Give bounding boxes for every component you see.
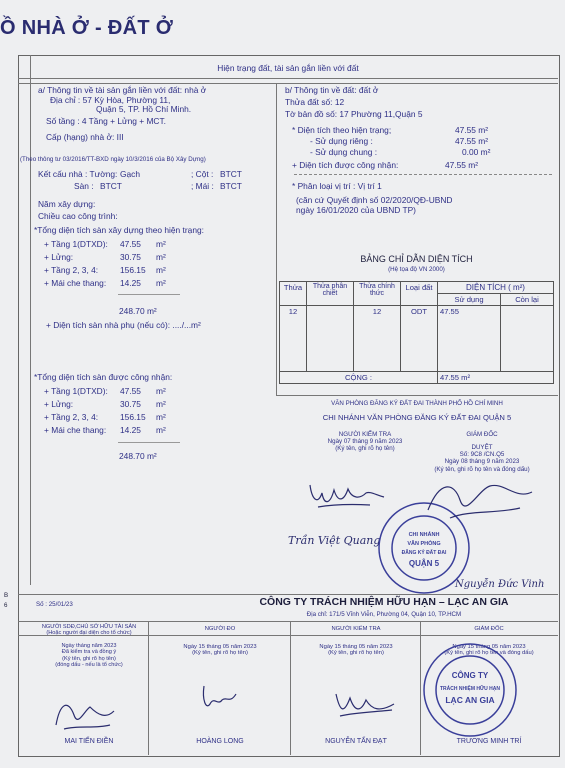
office-line-2: CHI NHÁNH VĂN PHÒNG ĐĂNG KÝ ĐẤT ĐAI QUẬN 5 <box>322 413 512 422</box>
column-material: BTCT <box>220 169 242 179</box>
document-title: Ồ NHÀ Ở - ĐẤT Ở <box>0 17 174 39</box>
address-line-1: Địa chỉ : 57 Kỳ Hòa, Phường 11, <box>50 94 171 105</box>
position-class: * Phân loại vị trí : Vị trí 1 <box>292 181 382 191</box>
column-label: ; Cột : <box>191 169 214 179</box>
roof-label: ; Mái : <box>191 181 214 191</box>
sheet-subtitle: Hiện trạng đất, tài sản gắn liền với đất <box>217 63 359 73</box>
reference-number: Số : 25/01/23 <box>36 601 73 608</box>
col-land-type: Loại đất <box>401 282 438 306</box>
svg-text:LẠC AN GIA: LẠC AN GIA <box>445 695 495 705</box>
floors: Số tầng : 4 Tầng + Lửng + MCT. <box>46 115 166 126</box>
office-line-1: VĂN PHÒNG ĐĂNG KÝ ĐẤT ĐAI THÀNH PHỐ HỒ CHÍ MINH <box>331 400 503 407</box>
current-row: + Tầng 1(DTXD): 47.55 m² <box>44 239 166 249</box>
common-use-label: - Sử dụng chung : <box>310 147 378 157</box>
structure-label: Kết cấu nhà : Tường: <box>38 169 118 179</box>
margin-mark: B <box>4 592 9 599</box>
col-split: Thửa phân chiết <box>307 282 354 306</box>
current-row: + Lửng: 30.75 m² <box>44 252 166 262</box>
director-name: Nguyễn Đức Vinh <box>455 579 545 590</box>
area-table-title: BẢNG CHỈ DẪN DIỆN TÍCH <box>360 254 473 264</box>
svg-text:VĂN PHÒNG: VĂN PHÒNG <box>407 541 441 547</box>
recognized-total: 248.70 m² <box>119 451 157 461</box>
inspector-note: (Ký tên, ghi rõ họ tên) <box>335 445 395 453</box>
basis-line-1: (căn cứ Quyết định số 02/2020/QĐ-UBND <box>296 195 453 205</box>
basis-block <box>296 196 558 215</box>
floor-label: Sàn : <box>74 181 94 191</box>
svg-text:TRÁCH NHIỆM HỮU HẠN: TRÁCH NHIỆM HỮU HẠN <box>440 686 500 692</box>
land-heading: b/ Thông tin về đất: đất ở <box>285 85 379 95</box>
private-use-label: - Sử dụng riêng : <box>310 136 373 146</box>
current-row: + Mái che thang: 14.25 m² <box>44 278 166 288</box>
inspector-block <box>300 431 430 452</box>
private-use-value: 47.55 m² <box>455 136 489 146</box>
col-remaining: Còn lại <box>501 294 554 306</box>
director-title: GIÁM ĐỐC <box>466 431 498 438</box>
area-table <box>279 281 554 384</box>
asset-heading: a/ Thông tin về tài sản gắn liền với đất: nhà ở <box>38 85 207 95</box>
surveyor-signature <box>196 680 246 720</box>
company-stamp <box>420 640 520 740</box>
director-date: Ngày 08 tháng 9 năm 2023 <box>444 458 520 466</box>
col-official: Thửa chính thức <box>354 282 401 306</box>
roof-material: BTCT <box>220 181 242 191</box>
col-parcel: Thửa <box>280 282 307 306</box>
address-line-2: Quận 5, TP. Hồ Chí Minh. <box>96 104 192 115</box>
svg-text:CÔNG TY: CÔNG TY <box>451 671 489 680</box>
company-name: CÔNG TY TRÁCH NHIỆM HỮU HẠN – LẠC AN GIA <box>259 596 509 608</box>
basis-line-2: ngày 16/01/2020 của UBND TP) <box>296 204 416 215</box>
common-use-value: 0.00 m² <box>462 147 491 157</box>
parcel-number: Thửa đất số: 12 <box>285 96 345 107</box>
director-signature <box>420 470 540 530</box>
current-total: 248.70 m² <box>119 306 157 316</box>
company-director-name: TRƯƠNG MINH TRÍ <box>456 738 522 745</box>
current-area-label: * Diện tích theo hiện trạng; <box>292 125 392 135</box>
recognized-row: + Tầng 1(DTXD): 47.55 m² <box>44 386 166 396</box>
year-built: Năm xây dựng: <box>38 199 96 209</box>
company-address: Địa chỉ: 171/5 Vĩnh Viễn, Phường 04, Quận 10, TP.HCM <box>306 611 462 618</box>
approval-number: Số: 9C8 /CN.Q5 <box>459 451 505 459</box>
area-table-subtitle: (Hệ tọa độ VN 2000) <box>388 266 445 273</box>
recognized-area-heading: *Tổng diện tích sàn được công nhận: <box>34 372 173 382</box>
structure-block <box>38 170 278 221</box>
grade-note: (Theo thông tư 03/2016/TT-BXD ngày 10/3/2016 của Bộ Xây Dựng) <box>20 156 206 163</box>
col-area: DIỆN TÍCH ( m²) <box>438 282 554 294</box>
owner-col: NGƯỜI SDĐ,CHỦ SỞ HỮU TÀI SẢN (Hoặc người đại diện cho tổ chức) Ngày tháng năm 2023 Đã kiểm tra và đồng ý (Ký tên, ghi rõ họ tên) (đóng dấu - nếu là tổ chức) <box>41 624 137 669</box>
inspector-date: Ngày 07 tháng 9 năm 2023 <box>327 438 403 446</box>
surveyor-col: NGƯỜI ĐO Ngày 15 tháng 05 năm 2023 (Ký tên, ghi rõ họ tên) <box>183 626 257 657</box>
recognized-row: + Tầng 2, 3, 4: 156.15 m² <box>44 412 166 422</box>
building-grade: Cấp (hạng) nhà ở: III <box>46 131 124 142</box>
checker-name: NGUYỄN TẤN ĐẠT <box>325 738 387 745</box>
inspector-title: NGƯỜI KIỂM TRA <box>338 431 392 438</box>
building-height: Chiều cao công trình: <box>38 210 118 221</box>
left-column <box>38 86 278 142</box>
land-area-block <box>292 126 554 172</box>
svg-text:ĐĂNG KÝ ĐẤT ĐAI: ĐĂNG KÝ ĐẤT ĐAI <box>401 550 447 556</box>
current-area-value: 47.55 m² <box>455 125 489 135</box>
table-total-row: CỘNG : 47.55 m² <box>280 372 554 384</box>
checker-signature <box>330 686 400 726</box>
floor-material: BTCT <box>100 181 122 191</box>
current-row: + Tầng 2, 3, 4: 156.15 m² <box>44 265 166 275</box>
approval-label: DUYỆT <box>471 444 493 452</box>
current-area-heading: *Tổng diện tích sàn xây dựng theo hiện trạng: <box>34 225 204 235</box>
surveyor-name: HOÀNG LONG <box>196 738 244 745</box>
col-used: Sử dụng <box>438 294 501 306</box>
recognized-row: + Mái che thang: 14.25 m² <box>44 425 166 435</box>
margin-mark: 6 <box>4 602 8 609</box>
svg-text:QUẬN 5: QUẬN 5 <box>408 559 440 568</box>
owner-name: MAI TIẾN ĐIỀN <box>64 738 114 745</box>
owner-signature <box>50 695 120 735</box>
director-block <box>412 431 552 473</box>
subsidiary-area: + Diện tích sàn nhà phụ (nếu có): ..../...m² <box>46 320 201 330</box>
checker-col: NGƯỜI KIỂM TRA Ngày 15 tháng 05 năm 2023 (Ký tên, ghi rõ họ tên) <box>319 626 393 657</box>
wall-material: Gạch <box>120 169 141 179</box>
current-area-list <box>44 240 244 292</box>
svg-text:CHI NHÁNH: CHI NHÁNH <box>408 532 440 538</box>
recognized-area-list <box>44 387 244 439</box>
map-sheet: Tờ bản đồ số: 17 Phường 11,Quận 5 <box>285 109 423 120</box>
director-note: (Ký tên, ghi rõ họ tên và đóng dấu) <box>434 465 530 473</box>
recognized-land-label: + Diện tích được công nhận: <box>292 160 399 170</box>
company-director-col: GIÁM ĐỐC Ngày 15 tháng 05 năm 2023 (Ký tên, ghi rõ họ tên và đóng dấu) <box>444 626 534 657</box>
table-row: 12 12 ODT 47.55 <box>280 306 554 372</box>
recognized-row: + Lửng: 30.75 m² <box>44 399 166 409</box>
inspector-name: Trần Việt Quang <box>288 534 381 547</box>
recognized-land-value: 47.55 m² <box>445 160 479 170</box>
land-info <box>285 86 555 120</box>
